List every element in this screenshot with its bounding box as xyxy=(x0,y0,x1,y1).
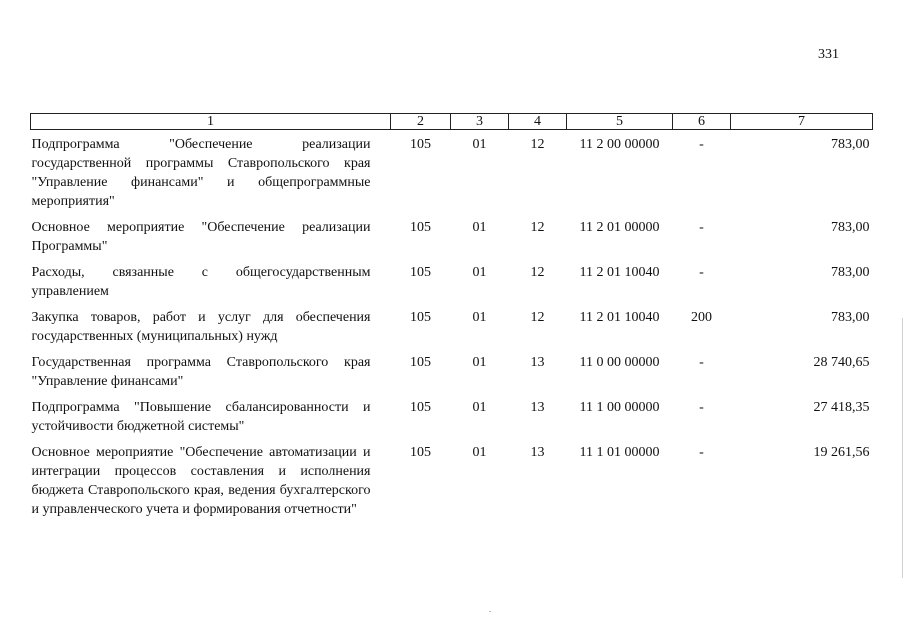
row-name: Подпрограмма "Обеспечение реализации государственной программы Ставропольского края "Управление финансами" и общепрограммные мероприятия" xyxy=(31,137,371,209)
header-col-6: 6 xyxy=(673,114,731,130)
row-target-article: 11 2 01 10040 xyxy=(579,265,660,280)
row-name: Основное мероприятие "Обеспечение автоматизации и интеграции процессов составления и исполнения бюджета Ставропольского края, ведения бухгалтерского и управленческого учета и формирования отчетности" xyxy=(31,445,371,517)
header-col-4: 4 xyxy=(509,114,567,130)
header-row xyxy=(31,114,873,130)
row-subsection: 12 xyxy=(530,220,545,235)
row-expense-type: - xyxy=(699,137,704,152)
scan-edge-line xyxy=(902,318,903,578)
row-subsection: 13 xyxy=(530,355,545,370)
table-row xyxy=(31,135,873,218)
row-admin-code: 105 xyxy=(410,137,431,152)
row-expense-type: - xyxy=(699,400,704,415)
row-amount: 19 261,56 xyxy=(813,445,870,460)
row-section: 01 xyxy=(472,220,487,235)
row-section: 01 xyxy=(472,355,487,370)
row-admin-code: 105 xyxy=(410,310,431,325)
header-col-7: 7 xyxy=(731,114,873,130)
row-target-article: 11 2 00 00000 xyxy=(579,137,660,152)
row-section: 01 xyxy=(472,137,487,152)
header-col-1: 1 xyxy=(31,114,391,130)
table-row xyxy=(31,398,873,443)
row-expense-type: - xyxy=(699,355,704,370)
row-section: 01 xyxy=(472,445,487,460)
budget-table-container xyxy=(30,113,872,526)
row-expense-type: 200 xyxy=(691,310,712,325)
row-name: Закупка товаров, работ и услуг для обеспечения государственных (муниципальных) нужд xyxy=(31,310,371,344)
row-target-article: 11 1 00 00000 xyxy=(579,400,660,415)
row-target-article: 11 1 01 00000 xyxy=(579,445,660,460)
row-admin-code: 105 xyxy=(410,355,431,370)
row-section: 01 xyxy=(472,265,487,280)
header-col-2: 2 xyxy=(391,114,451,130)
row-amount: 783,00 xyxy=(831,137,870,152)
row-amount: 28 740,65 xyxy=(813,355,870,370)
row-admin-code: 105 xyxy=(410,220,431,235)
row-subsection: 12 xyxy=(530,310,545,325)
table-body xyxy=(31,130,873,527)
row-target-article: 11 0 00 00000 xyxy=(579,355,660,370)
budget-table xyxy=(30,113,873,526)
row-expense-type: - xyxy=(699,220,704,235)
row-section: 01 xyxy=(472,400,487,415)
row-amount: 783,00 xyxy=(831,265,870,280)
table-row xyxy=(31,218,873,263)
row-admin-code: 105 xyxy=(410,445,431,460)
page-number: 331 xyxy=(818,47,839,62)
row-admin-code: 105 xyxy=(410,265,431,280)
scan-speck xyxy=(489,611,491,612)
row-subsection: 12 xyxy=(530,265,545,280)
row-amount: 27 418,35 xyxy=(813,400,870,415)
row-expense-type: - xyxy=(699,265,704,280)
row-subsection: 13 xyxy=(530,445,545,460)
row-amount: 783,00 xyxy=(831,220,870,235)
header-col-3: 3 xyxy=(451,114,509,130)
row-target-article: 11 2 01 00000 xyxy=(579,220,660,235)
table-row xyxy=(31,308,873,353)
table-row xyxy=(31,443,873,526)
row-name: Подпрограмма "Повышение сбалансированности и устойчивости бюджетной системы" xyxy=(31,400,371,434)
row-name: Государственная программа Ставропольского края "Управление финансами" xyxy=(31,355,371,389)
row-subsection: 12 xyxy=(530,137,545,152)
row-amount: 783,00 xyxy=(831,310,870,325)
table-row xyxy=(31,263,873,308)
table-row xyxy=(31,353,873,398)
row-admin-code: 105 xyxy=(410,400,431,415)
row-section: 01 xyxy=(472,310,487,325)
header-col-5: 5 xyxy=(567,114,673,130)
row-subsection: 13 xyxy=(530,400,545,415)
table-header xyxy=(31,114,873,130)
row-name: Расходы, связанные с общегосударственным управлением xyxy=(31,265,371,299)
row-expense-type: - xyxy=(699,445,704,460)
row-target-article: 11 2 01 10040 xyxy=(579,310,660,325)
row-name: Основное мероприятие "Обеспечение реализации Программы" xyxy=(31,220,371,254)
